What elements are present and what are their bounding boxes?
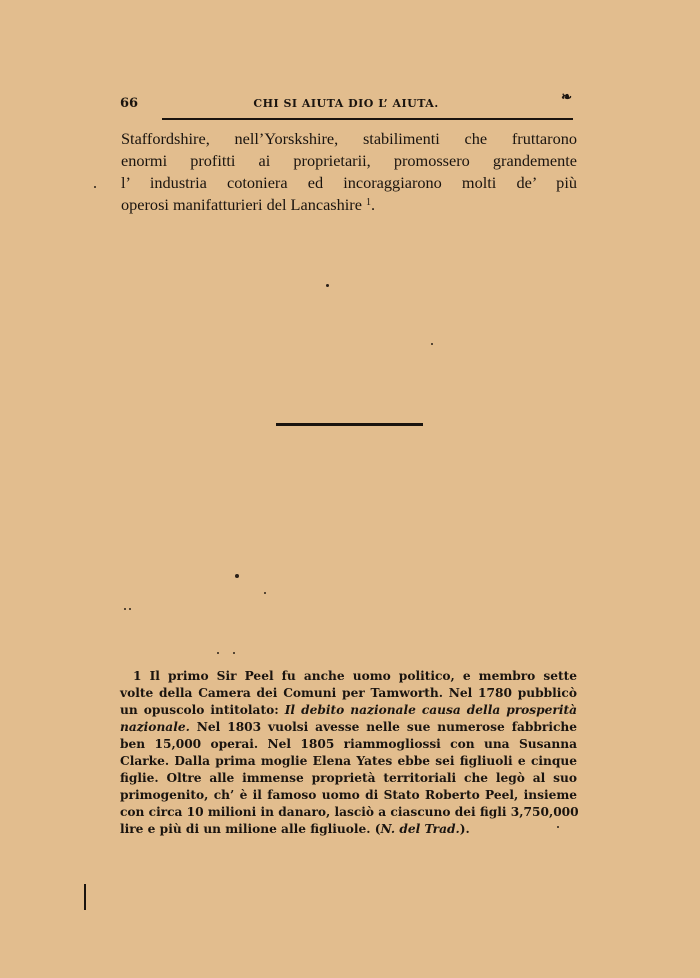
paper-speck: [217, 652, 219, 654]
running-head: CHI SI AIUTA DIO L’ AIUTA.: [253, 97, 439, 110]
footnote-text: ).: [459, 822, 470, 836]
body-paragraph: [121, 128, 577, 216]
book-title: Il debito nazionale causa della prosperità: [284, 703, 578, 717]
paper-speck: [235, 574, 239, 578]
paper-speck: [264, 592, 266, 594]
footnote-line: primogenito, ch’ è il famoso uomo di Stato Roberto Peel, insieme: [120, 788, 577, 802]
book-title: nazionale.: [120, 720, 190, 734]
footnote-line: [120, 668, 577, 685]
footnote-line: [120, 719, 577, 736]
footnote-line: ben 15,000 operai. Nel 1805 riammogliossi con una Susanna: [120, 737, 577, 751]
footnote-text: lire e più di un milione alle figliuole. (: [120, 822, 381, 836]
paper-speck: [431, 343, 433, 345]
paper-speck: [233, 652, 235, 654]
page-number: 66: [120, 96, 139, 111]
body-end-punct: .: [371, 195, 376, 214]
footnote-text: Nel 1803 vuolsi avesse nelle sue numerose fabbriche: [196, 720, 577, 734]
body-line: Staffordshire, nell’Yorskshire, stabilimenti che fruttarono: [121, 129, 577, 148]
footnote-line: [120, 821, 577, 838]
footnote-text: un opuscolo intitolato:: [120, 703, 279, 717]
paper-speck: [326, 284, 329, 287]
footnote-line: [120, 702, 577, 719]
section-divider: [276, 423, 423, 426]
footnote-marker: 1: [133, 669, 142, 683]
body-line: l’ industria cotoniera ed incoraggiarono molti de’ più: [121, 173, 577, 192]
body-line: enormi profitti ai proprietarii, promossero grandemente: [121, 151, 577, 170]
footnote-line: figlie. Oltre alle immense proprietà territoriali che legò al suo: [120, 771, 577, 785]
translator-note: N. del Trad.: [380, 822, 460, 836]
paper-speck: [129, 608, 131, 610]
footnote: [120, 668, 577, 838]
body-line-last: [121, 194, 577, 216]
footnote-text: Il primo Sir Peel fu anche uomo politico, e membro sette: [149, 669, 578, 683]
paper-speck: [94, 186, 96, 188]
page-header: [120, 90, 572, 114]
footnote-line: con circa 10 milioni in danaro, lasciò a ciascuno dei figli 3,750,000: [120, 805, 579, 819]
footnote-line: Clarke. Dalla prima moglie Elena Yates ebbe sei figliuoli e cinque: [120, 754, 577, 768]
paper-speck: [557, 826, 559, 828]
fleuron-icon: ❧: [561, 90, 572, 105]
footnote-reference: 1: [366, 197, 372, 208]
body-line: operosi manifatturieri del Lancashire: [121, 195, 362, 214]
paper-speck: [124, 608, 126, 610]
margin-mark: [84, 884, 86, 910]
header-rule: [162, 118, 573, 120]
footnote-line: volte della Camera dei Comuni per Tamworth. Nel 1780 pubblicò: [120, 686, 577, 700]
